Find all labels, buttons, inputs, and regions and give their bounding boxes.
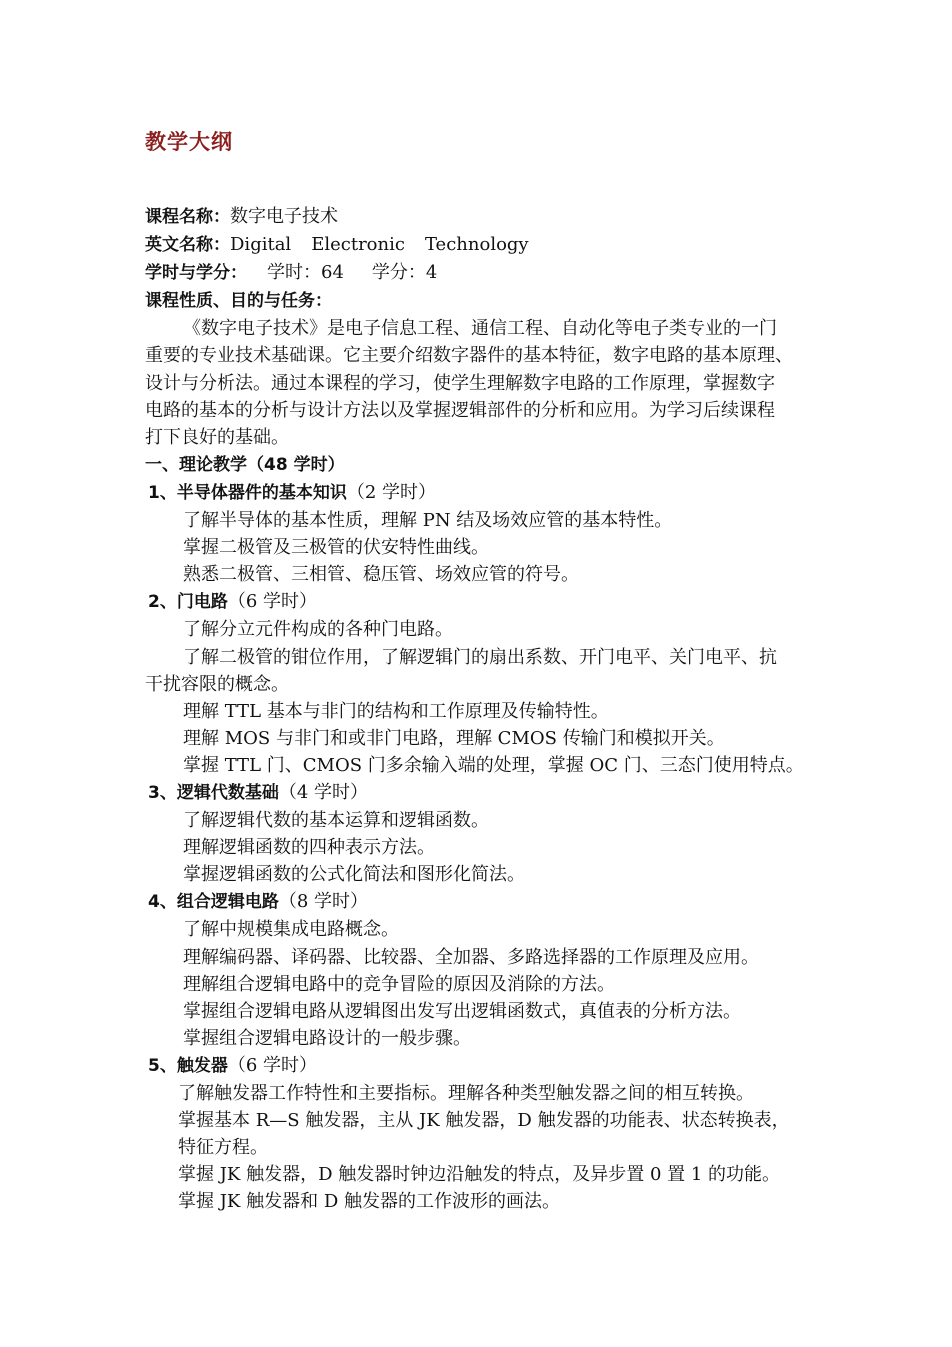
hours-credits-label: 学时与学分： <box>145 263 247 284</box>
section-2-hours: （6 学时） <box>227 591 318 613</box>
section-4-item: 掌握组合逻辑电路从逻辑图出发写出逻辑函数式，真值表的分析方法。 <box>183 1000 741 1022</box>
hours-credits-row <box>145 259 810 287</box>
section-1-hours: （2 学时） <box>346 481 437 503</box>
section-5-item: 了解触发器工作特性和主要指标。理解各种类型触发器之间的相互转换。 <box>178 1083 754 1104</box>
section-2-title: 2、门电路 <box>148 592 228 613</box>
english-name-word-3: Technology <box>424 234 529 256</box>
section-3-title: 3、逻辑代数基础 <box>148 782 279 803</box>
intro-line: 设计与分析法。通过本课程的学习，使学生理解数字电路的工作原理，掌握数字 <box>145 372 775 394</box>
section-1-heading <box>145 479 810 507</box>
course-name-value: 数字电子技术 <box>230 206 338 227</box>
english-name-label: 英文名称： <box>145 235 230 256</box>
english-name-word-1: Digital <box>230 234 292 256</box>
english-name-row <box>145 231 810 259</box>
section-3-item: 掌握逻辑函数的公式化简法和图形化简法。 <box>183 864 525 886</box>
hours-value: 学时：64 <box>267 262 344 284</box>
section-2-item: 理解 TTL 基本与非门的结构和工作原理及传输特性。 <box>183 700 609 722</box>
course-name-label: 课程名称： <box>145 207 230 227</box>
section-2-item: 了解分立元件构成的各种门电路。 <box>183 619 453 641</box>
section-2-item: 了解二极管的钳位作用，了解逻辑门的扇出系数、开门电平、关门电平、抗 <box>183 646 777 668</box>
section-2-item: 理解 MOS 与非门和或非门电路，理解 CMOS 传输门和模拟开关。 <box>183 727 725 749</box>
syllabus-body <box>145 203 810 1215</box>
section-3-heading <box>145 779 810 807</box>
section-5-heading <box>145 1052 810 1080</box>
section-5-item-continued: 特征方程。 <box>178 1137 268 1159</box>
intro-line: 重要的专业技术基础课。它主要介绍数字器件的基本特征，数字电路的基本原理、 <box>145 345 793 367</box>
section-4-item: 掌握组合逻辑电路设计的一般步骤。 <box>183 1027 471 1049</box>
section-4-item: 理解编码器、译码器、比较器、全加器、多路选择器的工作原理及应用。 <box>183 946 759 968</box>
part-theory-label: 一、理论教学（48 学时） <box>145 454 345 475</box>
part-theory-heading <box>145 451 810 479</box>
intro-line: 《数字电子技术》是电子信息工程、通信工程、自动化等电子类专业的一门 <box>183 318 777 340</box>
section-5-hours: （6 学时） <box>227 1054 318 1076</box>
course-name-row <box>145 203 810 231</box>
section-1-title: 1、半导体器件的基本知识 <box>148 482 347 503</box>
section-4-item: 理解组合逻辑电路中的竞争冒险的原因及消除的方法。 <box>183 973 615 995</box>
section-5-item: 掌握基本 R—S 触发器，主从 JK 触发器，D 触发器的功能表、状态转换表， <box>178 1110 790 1132</box>
credits-value: 学分：4 <box>371 262 438 284</box>
section-4-hours: （8 学时） <box>278 891 369 913</box>
section-2-item: 掌握 TTL 门、CMOS 门多余输入端的处理，掌握 OC 门、三态门使用特点。 <box>183 754 804 776</box>
section-2-item-continued: 干扰容限的概念。 <box>145 673 289 695</box>
intro-line: 打下良好的基础。 <box>145 426 289 448</box>
section-4-item: 了解中规模集成电路概念。 <box>183 919 399 941</box>
section-3-item: 理解逻辑函数的四种表示方法。 <box>183 837 435 859</box>
course-intro-paragraph <box>145 315 810 450</box>
section-4-title: 4、组合逻辑电路 <box>148 892 279 913</box>
section-3-item: 了解逻辑代数的基本运算和逻辑函数。 <box>183 810 489 832</box>
section-5-item: 掌握 JK 触发器和 D 触发器的工作波形的画法。 <box>178 1191 560 1213</box>
intro-line: 电路的基本的分析与设计方法以及掌握逻辑部件的分析和应用。为学习后续课程 <box>145 399 775 421</box>
section-1-item: 了解半导体的基本性质，理解 PN 结及场效应管的基本特性。 <box>183 510 673 532</box>
course-nature-heading <box>145 287 810 315</box>
english-name-word-2: Electronic <box>311 234 405 256</box>
section-1-item: 熟悉二极管、三相管、稳压管、场效应管的符号。 <box>183 564 579 586</box>
section-5-item: 掌握 JK 触发器，D 触发器时钟边沿触发的特点，及异步置 0 置 1 的功能。 <box>178 1164 781 1186</box>
section-3-hours: （4 学时） <box>278 781 369 803</box>
section-5-title: 5、触发器 <box>148 1055 228 1076</box>
section-2-heading <box>145 588 810 616</box>
document-title: 教学大纲 <box>145 130 233 154</box>
section-1-item: 掌握二极管及三极管的伏安特性曲线。 <box>183 537 489 559</box>
course-nature-label: 课程性质、目的与任务： <box>145 291 332 312</box>
section-4-heading <box>145 888 810 916</box>
